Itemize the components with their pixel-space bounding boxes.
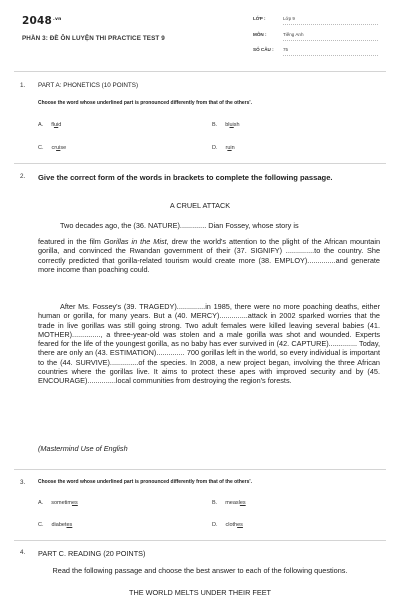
meta-subject-value: Tiếng Anh bbox=[283, 32, 304, 37]
page-header bbox=[0, 0, 400, 68]
meta-count-label: SỐ CÂU : bbox=[253, 47, 274, 52]
option-a[interactable]: A. sometimes bbox=[38, 500, 78, 506]
meta-count-value: 75 bbox=[283, 47, 289, 52]
question-number: 3. bbox=[20, 479, 26, 486]
option-b[interactable]: B. bluish bbox=[212, 122, 240, 128]
meta-class-value: Lớp 9 bbox=[283, 16, 295, 21]
section-divider bbox=[14, 469, 386, 470]
question-title: PART A: PHONETICS (10 POINTS) bbox=[38, 82, 139, 89]
passage-paragraph: featured in the film Gorillas in the Mist, drew the world's attention to the plight of the African mountain gorilla, and convinced the Rwandan government of their (37. SIGNIFY) ..............to the country. She correctly predicted that gorilla-related tourism would create more (38. EMPLOY)..............and generate more income than poaching could. bbox=[38, 237, 381, 274]
option-c[interactable]: C. diabetes bbox=[38, 522, 73, 528]
question-instruction: Read the following passage and choose the best answer to each of the following questions. bbox=[52, 566, 348, 575]
meta-divider bbox=[283, 55, 378, 56]
meta-class-row bbox=[253, 16, 378, 28]
source-credit: (Mastermind Use of English bbox=[38, 444, 128, 453]
question-number: 2. bbox=[20, 173, 26, 180]
section-divider bbox=[14, 540, 386, 541]
logo: $2048^{.vn}$ bbox=[22, 15, 62, 27]
option-a[interactable]: A. fluid bbox=[38, 122, 62, 128]
question-title: Give the correct form of the words in brackets to complete the following passage. bbox=[38, 173, 333, 182]
page-title: PHẦN 3: ĐỀ ÔN LUYỆN THI PRACTICE TEST 9 bbox=[22, 35, 165, 42]
meta-subject-label: MÔN : bbox=[253, 32, 267, 37]
meta-divider bbox=[283, 24, 378, 25]
question-number: 1. bbox=[20, 82, 26, 89]
question-instruction: Choose the word whose underlined part is pronounced differently from that of the others'. bbox=[38, 100, 252, 106]
passage-title: A CRUEL ATTACK bbox=[169, 201, 231, 210]
section-divider bbox=[14, 71, 386, 72]
passage-line: Two decades ago, the (36. NATURE)............. Dian Fossey, whose story is bbox=[60, 221, 299, 230]
option-d[interactable]: D. clothes bbox=[212, 522, 243, 528]
meta-count-row bbox=[253, 47, 378, 59]
passage-paragraph: After Ms. Fossey's (39. TRAGEDY)..............in 1985, there were no more poaching deaths, either human or gorilla, for many years. But a (40. MERCY)..............attack in 2002 sparked worries that the trade in live gorillas was still going strong. Two adult females were killed leaving several babies (41. MOTHER).............., a three-year-old was stolen and a male gorilla was shot and wounded. Experts feared for the life of the youngest gorilla, as no baby has ever survived in (42. CAPTURE).............. Today, there are only an (43. ESTIMATION).............. 700 gorillas left in the world, so every individual is important to the (44. SURVIVE)..............of the species. In 2008, a new project began, involving the three African countries where the gorillas live. It aims to protect these apes with improved security and by (45. ENCOURAGE)..............local communities from destroying the region's forests. bbox=[38, 302, 380, 386]
question-number: 4. bbox=[20, 549, 26, 556]
question-title: PART C. READING (20 POINTS) bbox=[38, 549, 146, 558]
film-title: Gorillas in the Mist bbox=[103, 237, 167, 246]
meta-subject-row bbox=[253, 32, 378, 44]
option-c[interactable]: C. cruise bbox=[38, 145, 67, 151]
meta-class-label: LỚP : bbox=[253, 16, 266, 21]
option-d[interactable]: D. ruin bbox=[212, 145, 235, 151]
question-instruction: Choose the word whose underlined part is pronounced differently from that of the others'. bbox=[38, 479, 252, 485]
passage-title: THE WORLD MELTS UNDER THEIR FEET bbox=[128, 588, 272, 597]
meta-divider bbox=[283, 40, 378, 41]
section-divider bbox=[14, 163, 386, 164]
option-b[interactable]: B. measles bbox=[212, 500, 246, 506]
